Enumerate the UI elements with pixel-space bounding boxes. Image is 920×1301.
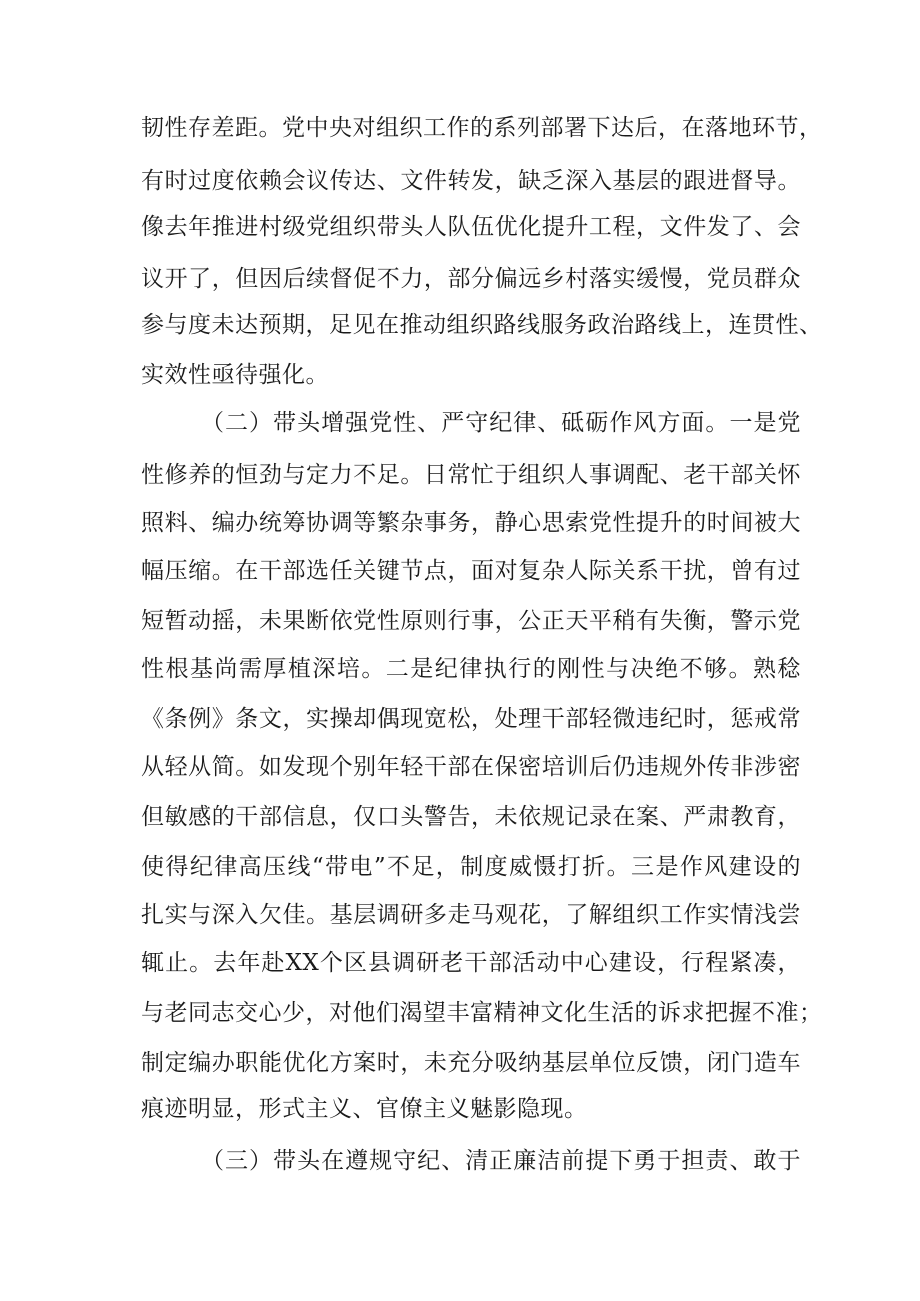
text-line: 与老同志交心少，对他们渴望丰富精神文化生活的诉求把握不准；	[141, 1000, 823, 1026]
text-line: 性修养的恒劲与定力不足。日常忙于组织人事调配、老干部关怀	[141, 462, 801, 488]
text-line: 辄止。去年赴XX个区县调研老干部活动中心建设，行程紧凑，	[141, 950, 801, 976]
text-line: 参与度未达预期，足见在推动组织路线服务政治路线上，连贯性、	[141, 312, 823, 338]
paragraph-heading-line: （三）带头在遵规守纪、清正廉洁前提下勇于担责、敢于	[201, 1148, 801, 1174]
text-line: 使得纪律高压线“带电”不足，制度威慑打折。三是作风建设的	[141, 854, 801, 880]
text-line: 《条例》条文，实操却偶现宽松，处理干部轻微违纪时，惩戒常	[141, 706, 801, 732]
text-line: 短暂动摇，未果断依党性原则行事，公正天平稍有失衡，警示党	[141, 608, 801, 634]
text-line: 韧性存差距。党中央对组织工作的系列部署下达后，在落地环节，	[141, 115, 823, 141]
text-line: 但敏感的干部信息，仅口头警告，未依规记录在案、严肃教育，	[141, 804, 801, 830]
text-line: 从轻从简。如发现个别年轻干部在保密培训后仍违规外传非涉密	[141, 754, 801, 780]
text-line: 性根基尚需厚植深培。二是纪律执行的刚性与决绝不够。熟稔	[141, 656, 801, 682]
text-line: 议开了，但因后续督促不力，部分偏远乡村落实缓慢，党员群众	[141, 266, 801, 292]
text-line: 有时过度依赖会议传达、文件转发，缺乏深入基层的跟进督导。	[141, 168, 801, 194]
text-line: 实效性亟待强化。	[141, 362, 329, 388]
text-line: 痕迹明显，形式主义、官僚主义魅影隐现。	[141, 1096, 588, 1122]
text-line: 像去年推进村级党组织带头人队伍优化提升工程，文件发了、会	[141, 214, 801, 240]
text-line: 照料、编办统筹协调等繁杂事务，静心思索党性提升的时间被大	[141, 510, 801, 536]
paragraph-heading-line: （二）带头增强党性、严守纪律、砥砺作风方面。一是党	[201, 410, 801, 436]
text-line: 制定编办职能优化方案时，未充分吸纳基层单位反馈，闭门造车	[141, 1050, 801, 1076]
text-line: 扎实与深入欠佳。基层调研多走马观花，了解组织工作实情浅尝	[141, 902, 801, 928]
text-line: 幅压缩。在干部选任关键节点，面对复杂人际关系干扰，曾有过	[141, 558, 801, 584]
